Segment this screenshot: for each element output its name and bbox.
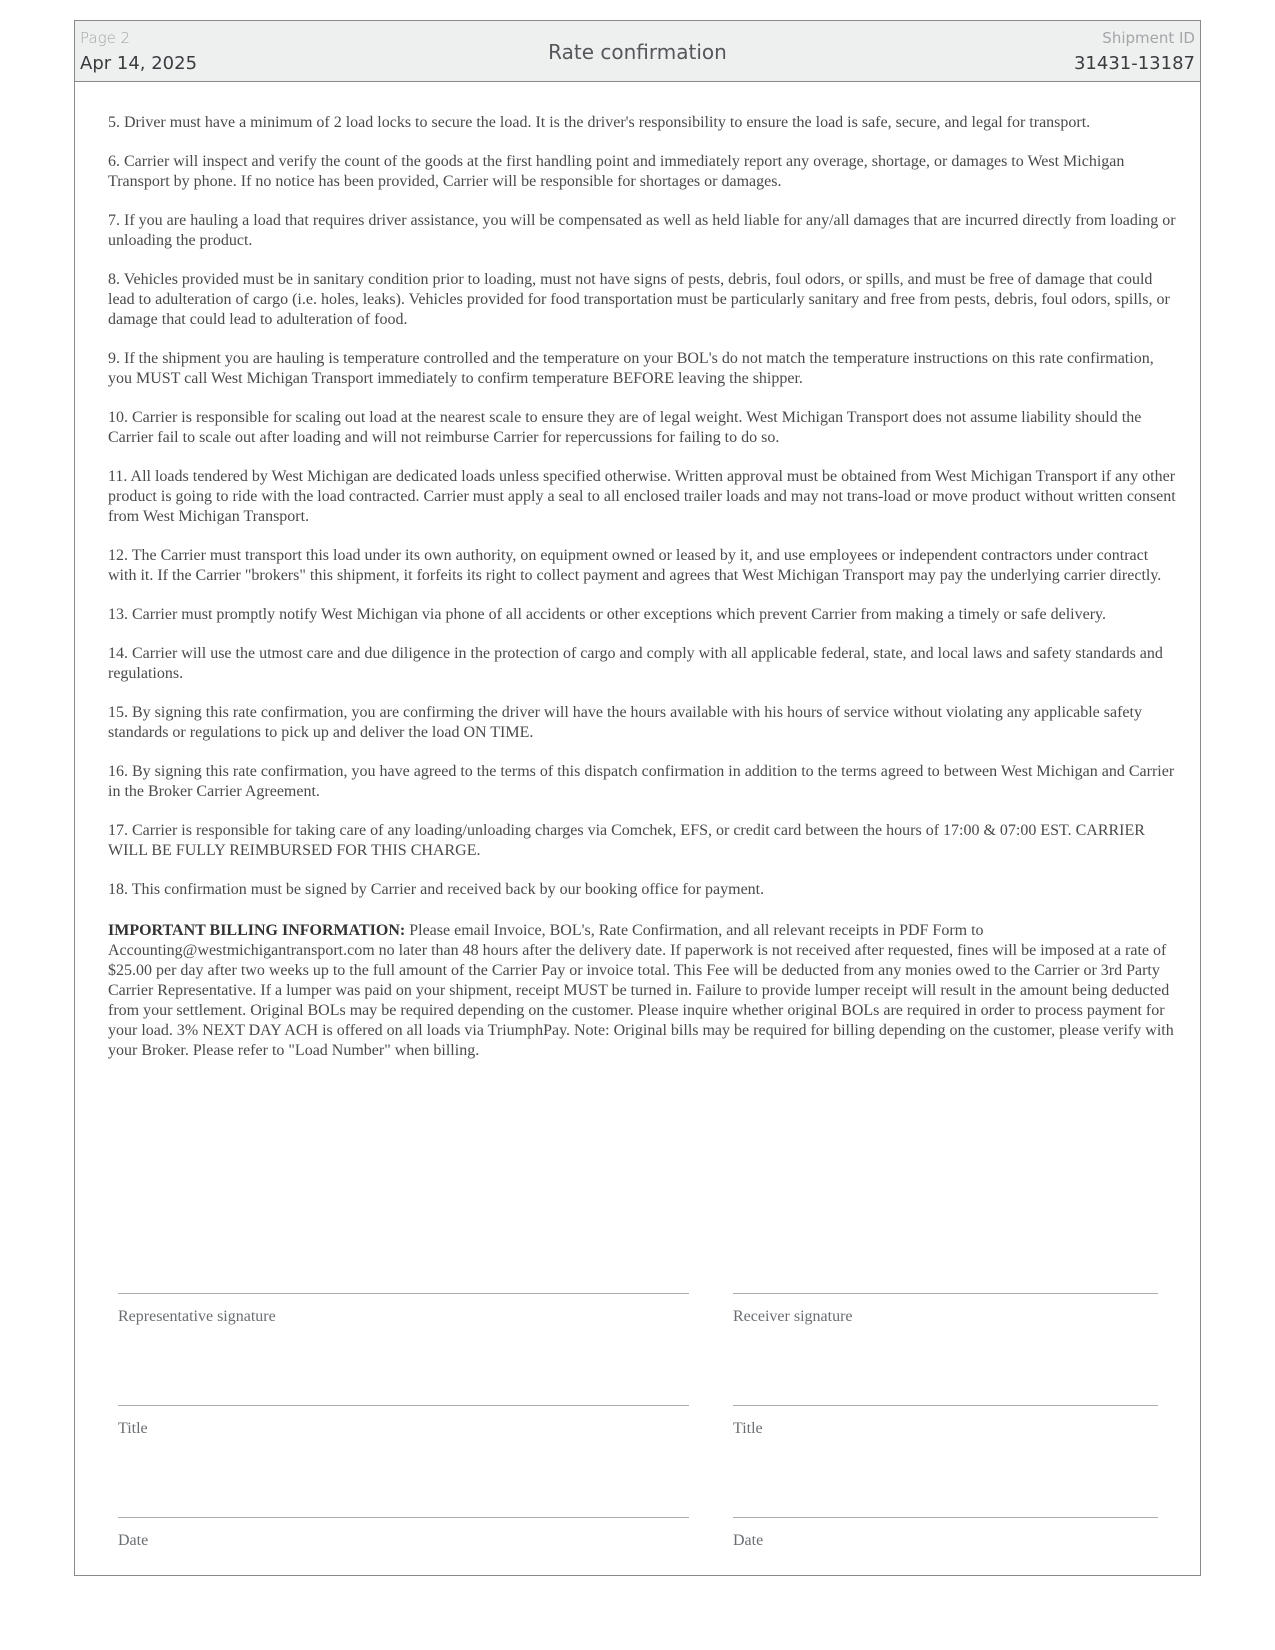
- term-17: 17. Carrier is responsible for taking care of any loading/unloading charges via Comchek, EFS, or credit card between the hours of 17:00 & 07:00 EST. CARRIER WILL BE FULLY REIMBURSED FOR THIS CHARGE.: [108, 822, 1145, 859]
- representative-title-label: Title: [118, 1420, 148, 1437]
- receiver-signature-line[interactable]: [733, 1293, 1158, 1294]
- term-15: 15. By signing this rate confirmation, you are confirming the driver will have the hours available with his hours of service without violating any applicable safety standards or regulations to pick up and deliver the load ON TIME.: [108, 704, 1142, 741]
- term-16: 16. By signing this rate confirmation, you have agreed to the terms of this dispatch confirmation in addition to the terms agreed to between West Michigan and Carrier in the Broker Carrier Agreement.: [108, 763, 1175, 800]
- receiver-signature-label: Receiver signature: [733, 1308, 853, 1325]
- term-6: 6. Carrier will inspect and verify the count of the goods at the first handling point and immediately report any overage, shortage, or damages to West Michigan Transport by phone. If no notice has been provided, Carrier will be responsible for shortages or damages.: [108, 153, 1125, 190]
- page-number-label: Page 2: [80, 29, 131, 47]
- representative-signature-line[interactable]: [118, 1293, 689, 1294]
- term-18: 18. This confirmation must be signed by Carrier and received back by our booking office for payment.: [108, 881, 765, 898]
- shipment-id-label: Shipment ID: [1102, 29, 1195, 47]
- representative-date-line[interactable]: [118, 1517, 689, 1518]
- billing-heading: IMPORTANT BILLING INFORMATION:: [108, 922, 406, 939]
- terms-section: [108, 113, 1178, 1080]
- term-7: 7. If you are hauling a load that requires driver assistance, you will be compensated as well as held liable for any/all damages that are incurred directly from loading or unloading the product.: [108, 212, 1176, 249]
- term-11: 11. All loads tendered by West Michigan are dedicated loads unless specified otherwise. Written approval must be obtained from West Michigan Transport if any other product is going to ride with the load contracted. Carrier must apply a seal to all enclosed trailer loads and may not trans-load or move product without written consent from West Michigan Transport.: [108, 468, 1176, 525]
- receiver-date-label: Date: [733, 1532, 764, 1549]
- billing-information: [108, 921, 1178, 1061]
- term-14: 14. Carrier will use the utmost care and due diligence in the protection of cargo and comply with all applicable federal, state, and local laws and safety standards and regulations.: [108, 645, 1163, 682]
- shipment-id: 31431-13187: [1073, 53, 1195, 74]
- representative-signature-label: Representative signature: [118, 1308, 276, 1325]
- term-13: 13. Carrier must promptly notify West Michigan via phone of all accidents or other exceptions which prevent Carrier from making a timely or safe delivery.: [108, 606, 1106, 623]
- term-8: 8. Vehicles provided must be in sanitary condition prior to loading, must not have signs of pests, debris, foul odors, or spills, and must be free of damage that could lead to adulteration of cargo (i.e. holes, leaks). Vehicles provided for food transportation must be particularly sanitary and free from pests, debris, foul odors, spills, or damage that could lead to adulteration of food.: [108, 271, 1170, 328]
- billing-text: Please email Invoice, BOL's, Rate Confirmation, and all relevant receipts in PDF Form to Accounting@westmichigantransport.com no later than 48 hours after the delivery date. If paperwork is not received after requested, fines will be imposed at a rate of $25.00 per day after two weeks up to the full amount of the Carrier Pay or invoice total. This Fee will be deducted from any monies owed to the Carrier or 3rd Party Carrier Representative. If a lumper was paid on your shipment, receipt MUST be turned in. Failure to provide lumper receipt will result in the amount being deducted from your settlement. Original BOLs may be required depending on the customer. Please inquire whether original BOLs are required in order to process payment for your load. 3% NEXT DAY ACH is offered on all loads via TriumphPay. Note: Original bills may be required for billing depending on the customer, please verify with your Broker. Please refer to "Load Number" when billing.: [108, 922, 1174, 1059]
- document-title: Rate confirmation: [548, 40, 727, 64]
- term-9: 9. If the shipment you are hauling is temperature controlled and the temperature on your BOL's do not match the temperature instructions on this rate confirmation, you MUST call West Michigan Transport immediately to confirm temperature BEFORE leaving the shipper.: [108, 350, 1154, 387]
- representative-title-line[interactable]: [118, 1405, 689, 1406]
- receiver-date-line[interactable]: [733, 1517, 1158, 1518]
- term-12: 12. The Carrier must transport this load under its own authority, on equipment owned or leased by it, and use employees or independent contractors under contract with it. If the Carrier "brokers" this shipment, it forfeits its right to collect payment and agrees that West Michigan Transport may pay the underlying carrier directly.: [108, 547, 1162, 584]
- document-date: Apr 14, 2025: [80, 53, 198, 74]
- receiver-title-label: Title: [733, 1420, 763, 1437]
- document-page: [74, 20, 1201, 1576]
- term-10: 10. Carrier is responsible for scaling out load at the nearest scale to ensure they are of legal weight. West Michigan Transport does not assume liability should the Carrier fail to scale out after loading and will not reimburse Carrier for repercussions for failing to do so.: [108, 409, 1142, 446]
- receiver-title-line[interactable]: [733, 1405, 1158, 1406]
- page-header: [75, 21, 1200, 82]
- term-5: 5. Driver must have a minimum of 2 load locks to secure the load. It is the driver's responsibility to ensure the load is safe, secure, and legal for transport.: [108, 114, 1091, 131]
- representative-date-label: Date: [118, 1532, 149, 1549]
